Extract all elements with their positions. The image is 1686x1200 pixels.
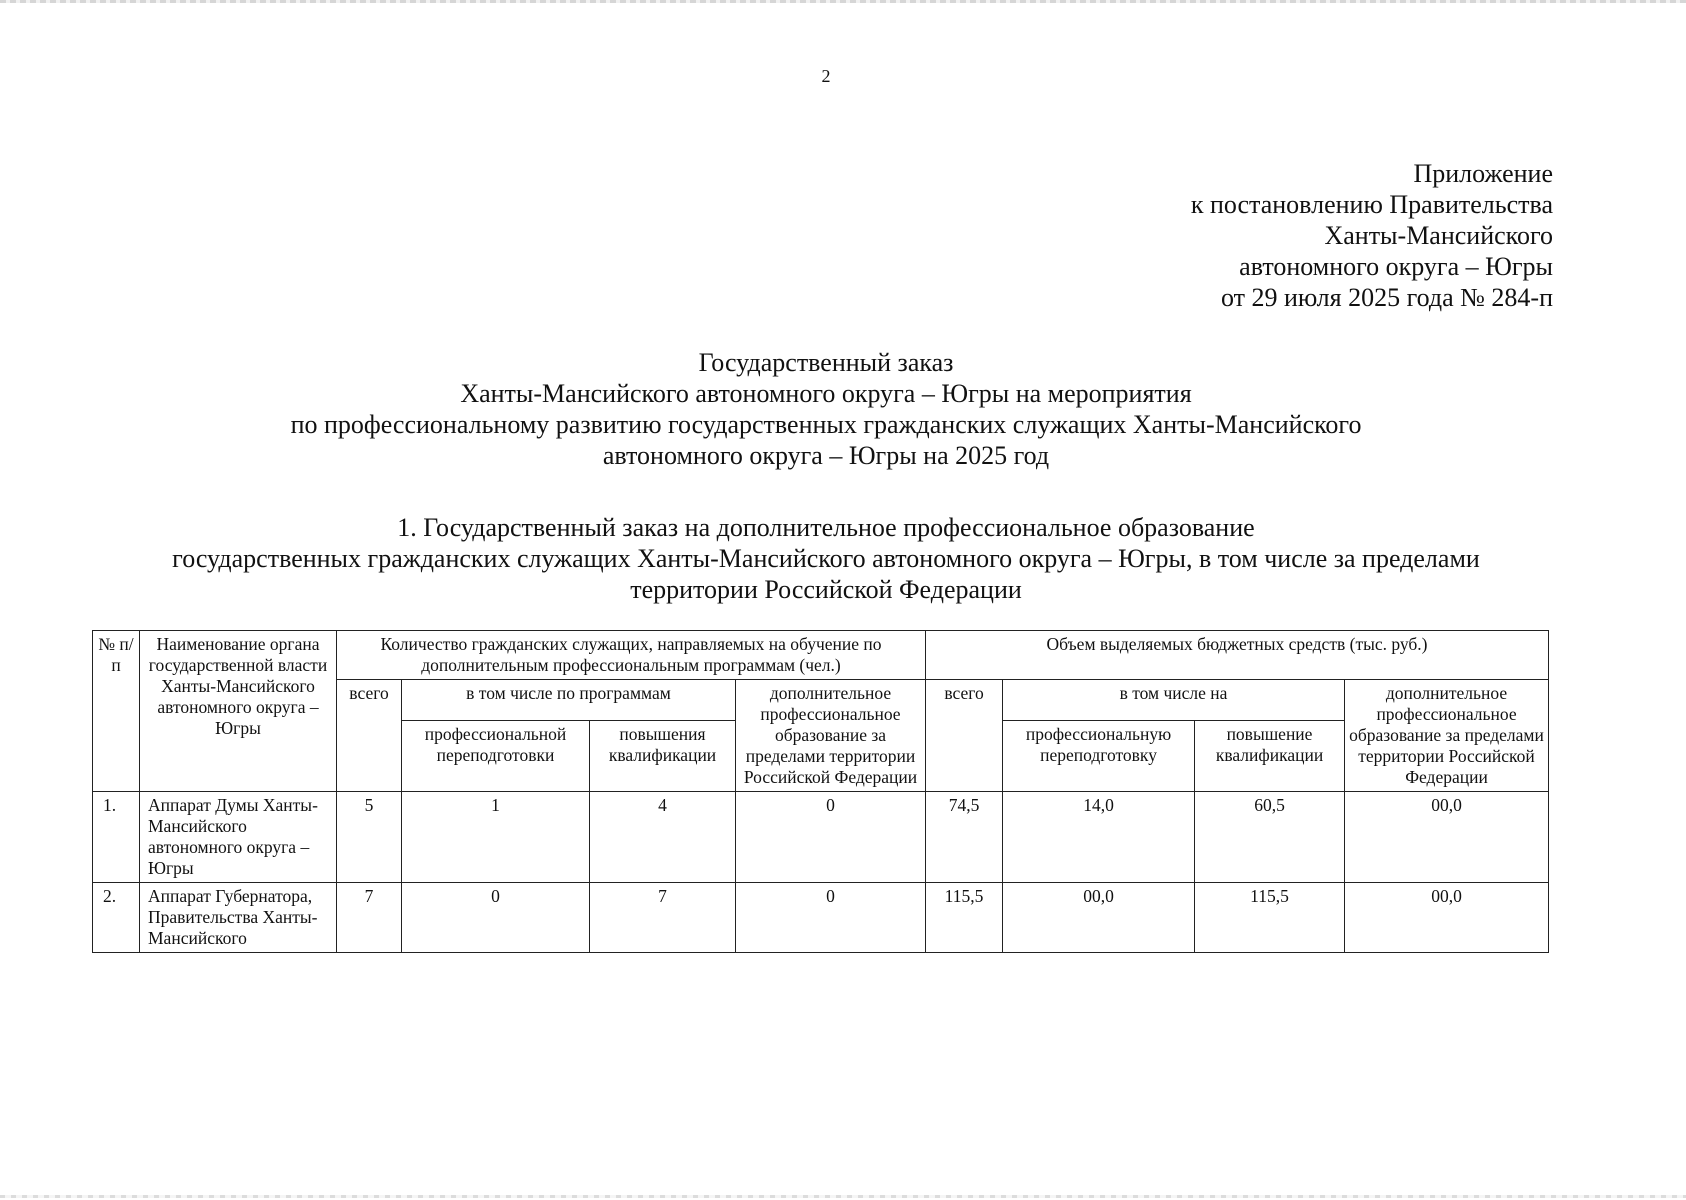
row-budget-total: 115,5 [926, 883, 1003, 953]
row-budget-retraining: 00,0 [1003, 883, 1195, 953]
header-count-group: Количество гражданских служащих, направляемых на обучение по дополнительным профессиональным программам (чел.) [337, 631, 926, 680]
row-qualification: 7 [590, 883, 736, 953]
document-title [0, 347, 1652, 471]
header-budget-total: всего [926, 680, 1003, 792]
appendix-line: автономного округа – Югры [1239, 252, 1553, 281]
row-budget-abroad: 00,0 [1345, 792, 1549, 883]
row-name: Аппарат Губернатора, Правительства Ханты-Мансийского [140, 883, 337, 953]
header-incl-on: в том числе на [1003, 680, 1345, 721]
appendix-line: от 29 июля 2025 года № 284-п [1220, 283, 1553, 312]
table-row [93, 792, 1549, 883]
row-qualification: 4 [590, 792, 736, 883]
row-budget-retraining: 14,0 [1003, 792, 1195, 883]
row-total: 7 [337, 883, 402, 953]
scan-edge-top [0, 0, 1686, 3]
title-line: Государственный заказ [698, 348, 954, 377]
section-heading [0, 512, 1652, 605]
row-abroad: 0 [736, 883, 926, 953]
header-budget-qualification: повышение квалификации [1195, 720, 1345, 791]
scan-edge-bottom [0, 1195, 1686, 1198]
table-row [93, 883, 1549, 953]
appendix-line: Ханты-Мансийского [1324, 221, 1553, 250]
row-retraining: 1 [402, 792, 590, 883]
header-name: Наименование органа государственной власти Ханты-Мансийского автономного округа – Югры [140, 631, 337, 792]
state-order-table [92, 630, 1549, 953]
section-line: государственных гражданских служащих Ханты-Мансийского автономного округа – Югры, в том числе за пределами [172, 544, 1480, 573]
row-num: 1. [93, 792, 140, 883]
header-budget-retraining: профессиональную переподготовку [1003, 720, 1195, 791]
appendix-block [1191, 158, 1553, 313]
header-abroad: дополнительное профессиональное образование за пределами территории Российской Федерации [736, 680, 926, 792]
page-number: 2 [821, 66, 831, 86]
row-total: 5 [337, 792, 402, 883]
header-incl-programs: в том числе по программам [402, 680, 736, 721]
row-retraining: 0 [402, 883, 590, 953]
row-abroad: 0 [736, 792, 926, 883]
row-name: Аппарат Думы Ханты-Мансийского автономного округа – Югры [140, 792, 337, 883]
state-order-table-wrap [92, 630, 1548, 953]
header-budget-group: Объем выделяемых бюджетных средств (тыс. руб.) [926, 631, 1549, 680]
header-qualification: повышения квалификации [590, 720, 736, 791]
section-line: 1. Государственный заказ на дополнительное профессиональное образование [397, 513, 1255, 542]
title-line: Ханты-Мансийского автономного округа – Югры на мероприятия [460, 379, 1192, 408]
appendix-line: к постановлению Правительства [1190, 190, 1553, 219]
row-budget-abroad: 00,0 [1345, 883, 1549, 953]
header-retraining: профессиональной переподготовки [402, 720, 590, 791]
header-budget-abroad: дополнительное профессиональное образование за пределами территории Российской Федерации [1345, 680, 1549, 792]
row-budget-qualification: 60,5 [1195, 792, 1345, 883]
row-num: 2. [93, 883, 140, 953]
title-line: автономного округа – Югры на 2025 год [602, 441, 1050, 470]
row-budget-qualification: 115,5 [1195, 883, 1345, 953]
header-total: всего [337, 680, 402, 792]
row-budget-total: 74,5 [926, 792, 1003, 883]
appendix-line: Приложение [1413, 159, 1553, 188]
header-num: № п/п [93, 631, 140, 792]
section-line: территории Российской Федерации [630, 575, 1022, 604]
title-line: по профессиональному развитию государственных гражданских служащих Ханты-Мансийского [290, 410, 1362, 439]
